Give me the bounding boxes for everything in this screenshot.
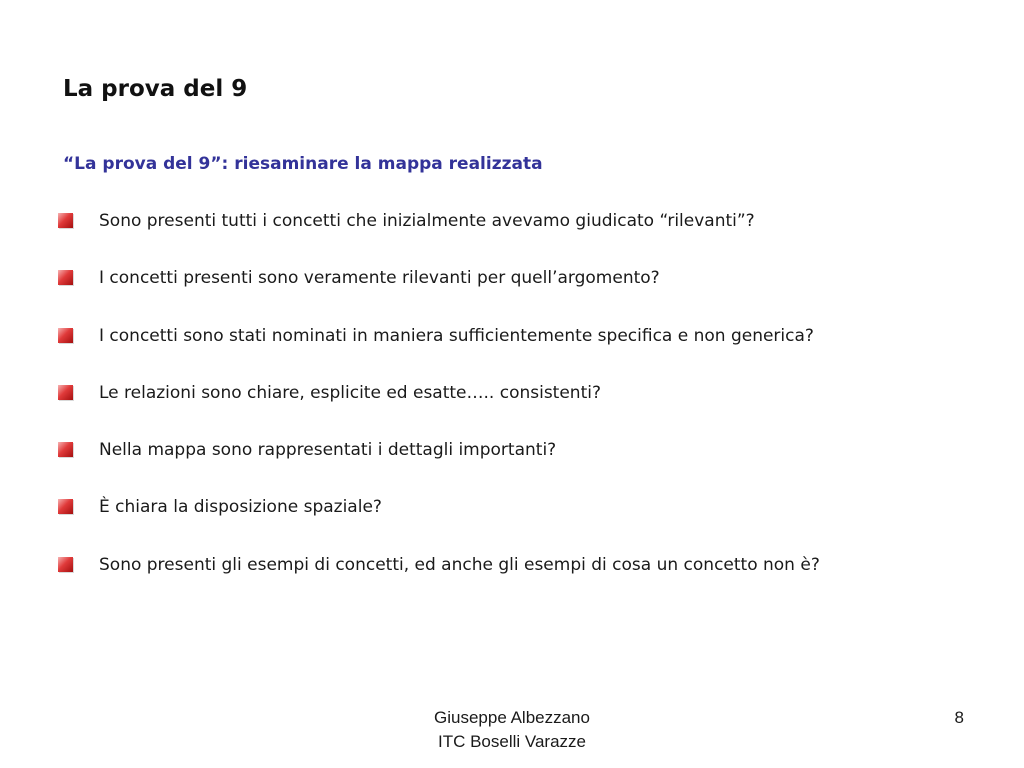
slide-subtitle: “La prova del 9”: riesaminare la mappa realizzata bbox=[63, 154, 543, 174]
list-item bbox=[58, 382, 820, 439]
list-item bbox=[58, 496, 820, 553]
square-bullet-icon bbox=[58, 385, 73, 400]
bullet-text: Le relazioni sono chiare, esplicite ed esatte….. consistenti? bbox=[99, 382, 601, 403]
bullet-text: Nella mappa sono rappresentati i dettagli importanti? bbox=[99, 440, 557, 461]
bullet-list bbox=[58, 210, 820, 611]
list-item bbox=[58, 267, 820, 324]
footer-author bbox=[362, 706, 662, 754]
square-bullet-icon bbox=[58, 328, 73, 343]
square-bullet-icon bbox=[58, 499, 73, 514]
page-number: 8 bbox=[954, 708, 964, 727]
footer-author-name: Giuseppe Albezzano bbox=[434, 708, 590, 727]
list-item bbox=[58, 210, 820, 267]
square-bullet-icon bbox=[58, 442, 73, 457]
bullet-text: I concetti sono stati nominati in maniera sufficientemente specifica e non generica? bbox=[99, 325, 814, 346]
square-bullet-icon bbox=[58, 213, 73, 228]
list-item bbox=[58, 325, 820, 382]
footer-school: ITC Boselli Varazze bbox=[437, 732, 586, 751]
list-item bbox=[58, 554, 820, 611]
slide-title: La prova del 9 bbox=[63, 76, 248, 102]
bullet-text: I concetti presenti sono veramente rilevanti per quell’argomento? bbox=[99, 268, 660, 289]
bullet-text: Sono presenti gli esempi di concetti, ed anche gli esempi di cosa un concetto non è? bbox=[99, 554, 820, 575]
square-bullet-icon bbox=[58, 557, 73, 572]
square-bullet-icon bbox=[58, 270, 73, 285]
bullet-text: Sono presenti tutti i concetti che inizialmente avevamo giudicato “rilevanti”? bbox=[99, 211, 755, 231]
bullet-text: È chiara la disposizione spaziale? bbox=[99, 497, 382, 518]
list-item bbox=[58, 439, 820, 496]
